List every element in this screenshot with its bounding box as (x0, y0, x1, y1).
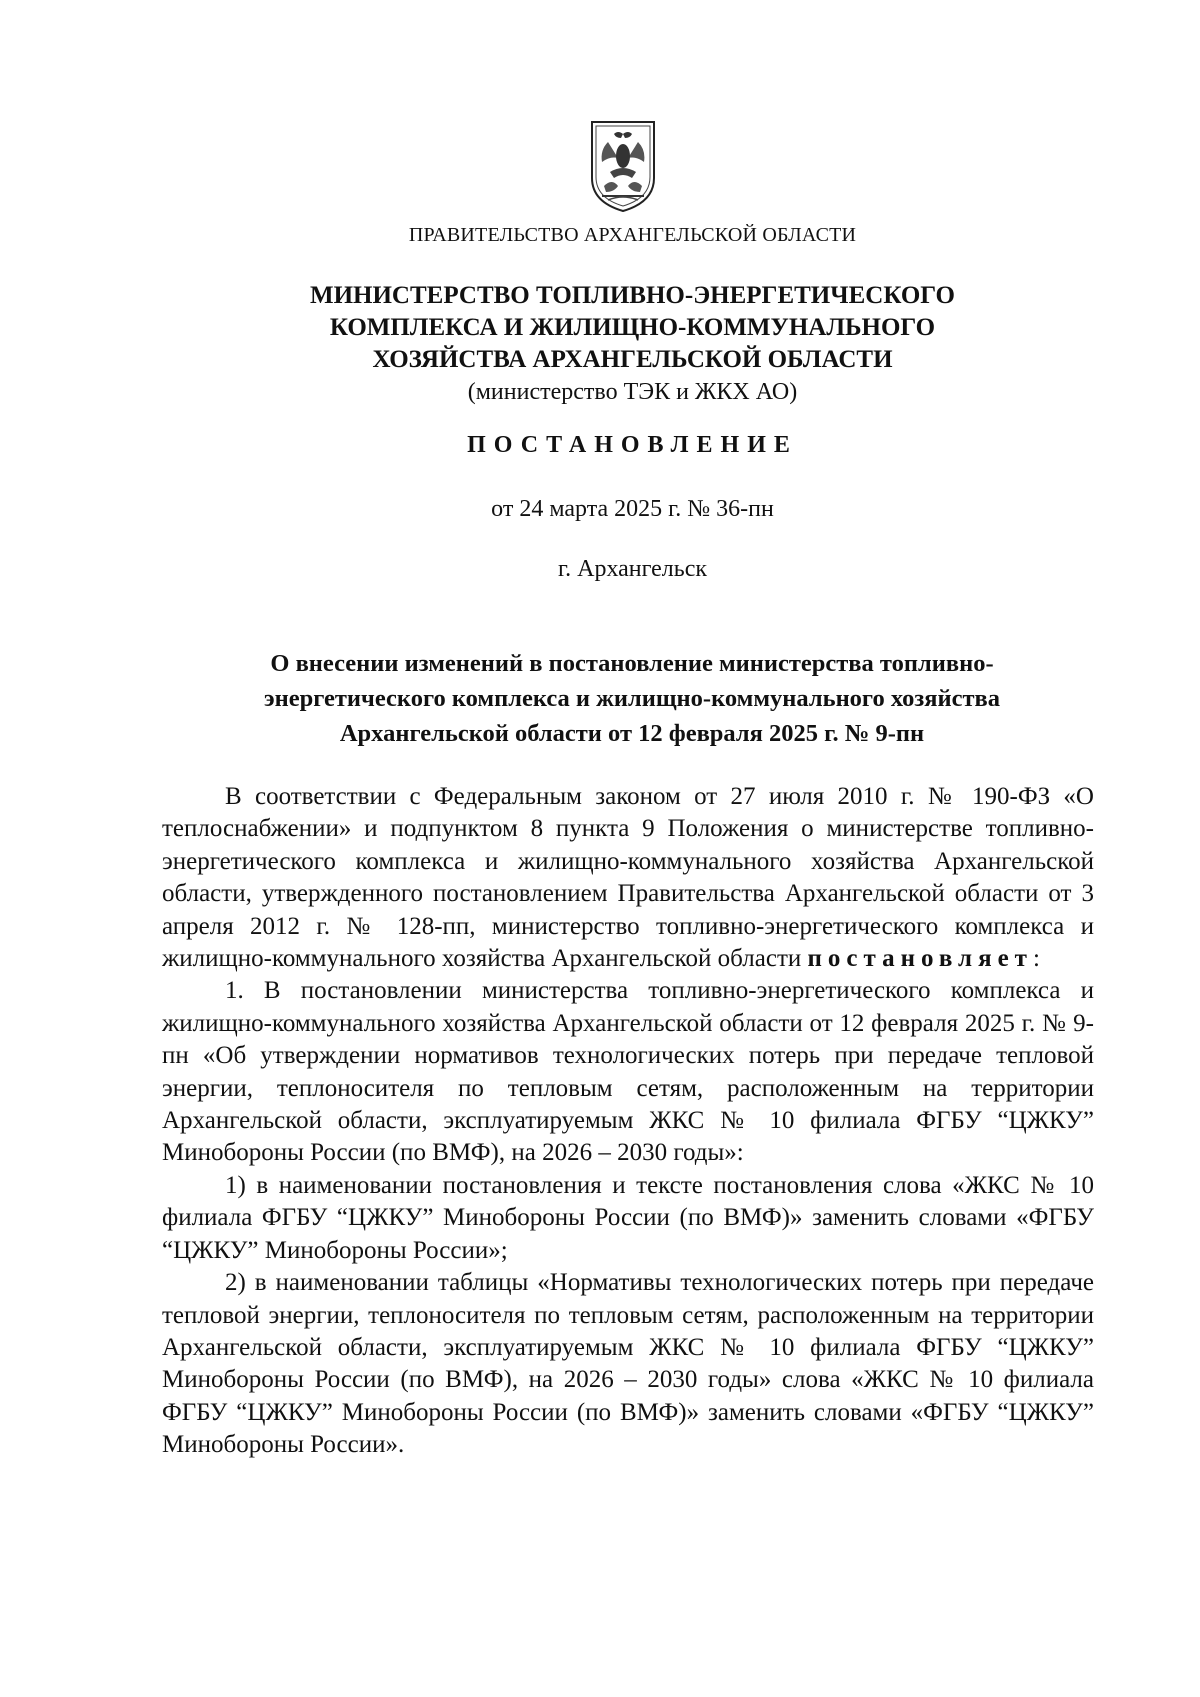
preamble-paragraph (162, 781, 1094, 975)
document-type: ПОСТАНОВЛЕНИЕ (467, 432, 798, 458)
coat-of-arms-icon (588, 116, 658, 214)
decree-word: постановляет (807, 945, 1033, 973)
ministry-abbreviation: (министерство ТЭК и ЖКХ АО) (467, 379, 798, 405)
subject-line: энергетического комплекса и жилищно-коммунального хозяйства (264, 685, 1000, 712)
subject-line: О внесении изменений в постановление министерства топливно- (270, 650, 994, 677)
government-title: ПРАВИТЕЛЬСТВО АРХАНГЕЛЬСКОЙ ОБЛАСТИ (408, 224, 857, 246)
ministry-name-line: ХОЗЯЙСТВА АРХАНГЕЛЬСКОЙ ОБЛАСТИ (372, 346, 893, 373)
document-body (162, 781, 1094, 1462)
item-1-1-paragraph: 1) в наименовании постановления и тексте постановления слова «ЖКС № 10 филиала ФГБУ “ЦЖКУ” Минобороны России (по ВМФ)» заменить словами «ФГБУ “ЦЖКУ” Минобороны России»; (162, 1171, 1094, 1264)
item-1-paragraph: 1. В постановлении министерства топливно-энергетического комплекса и жилищно-коммунального хозяйства Архангельской области от 12 февраля 2025 г. № 9-пн «Об утверждении нормативов технологических потерь при передаче тепловой энергии, теплоносителя по тепловым сетям, расположенным на территории Архангельской области, эксплуатируемым ЖКС № 10 филиала ФГБУ “ЦЖКУ” Минобороны России (по ВМФ), на 2026 – 2030 годы»: (162, 977, 1094, 1167)
decree-colon: : (1032, 945, 1040, 973)
ministry-name-line: КОМПЛЕКСА И ЖИЛИЩНО-КОММУНАЛЬНОГО (329, 314, 936, 341)
item-1-2-paragraph: 2) в наименовании таблицы «Нормативы технологических потерь при передаче тепловой энергии, теплоносителя по тепловым сетям, расположенным на территории Архангельской области, эксплуатируемым ЖКС № 10 филиала ФГБУ “ЦЖКУ” Минобороны России (по ВМФ), на 2026 – 2030 годы» слова «ЖКС № 10 филиала ФГБУ “ЦЖКУ” Минобороны России (по ВМФ)» заменить словами «ФГБУ “ЦЖКУ” Минобороны России». (162, 1269, 1094, 1459)
document-date-number: от 24 марта 2025 г. № 36-пн (491, 496, 774, 522)
document-city: г. Архангельск (557, 556, 708, 582)
document-subject (150, 646, 1114, 751)
ministry-name-line: МИНИСТЕРСТВО ТОПЛИВНО-ЭНЕРГЕТИЧЕСКОГО (309, 282, 956, 309)
preamble-text: В соответствии с Федеральным законом от 27 июля 2010 г. № 190-ФЗ «О теплоснабжении» и подпунктом 8 пункта 9 Положения о министерстве топливно-энергетического комплекса и жилищно-коммунального хозяйства Архангельской области, утвержденного постановлением Правительства Архангельской области от 3 апреля 2012 г. № 128-пп, министерство топливно-энергетического комплекса и жилищно-коммунального хозяйства Архангельской области (162, 783, 1094, 973)
ministry-name (0, 280, 1200, 408)
subject-line: Архангельской области от 12 февраля 2025 г. № 9-пн (339, 720, 925, 747)
